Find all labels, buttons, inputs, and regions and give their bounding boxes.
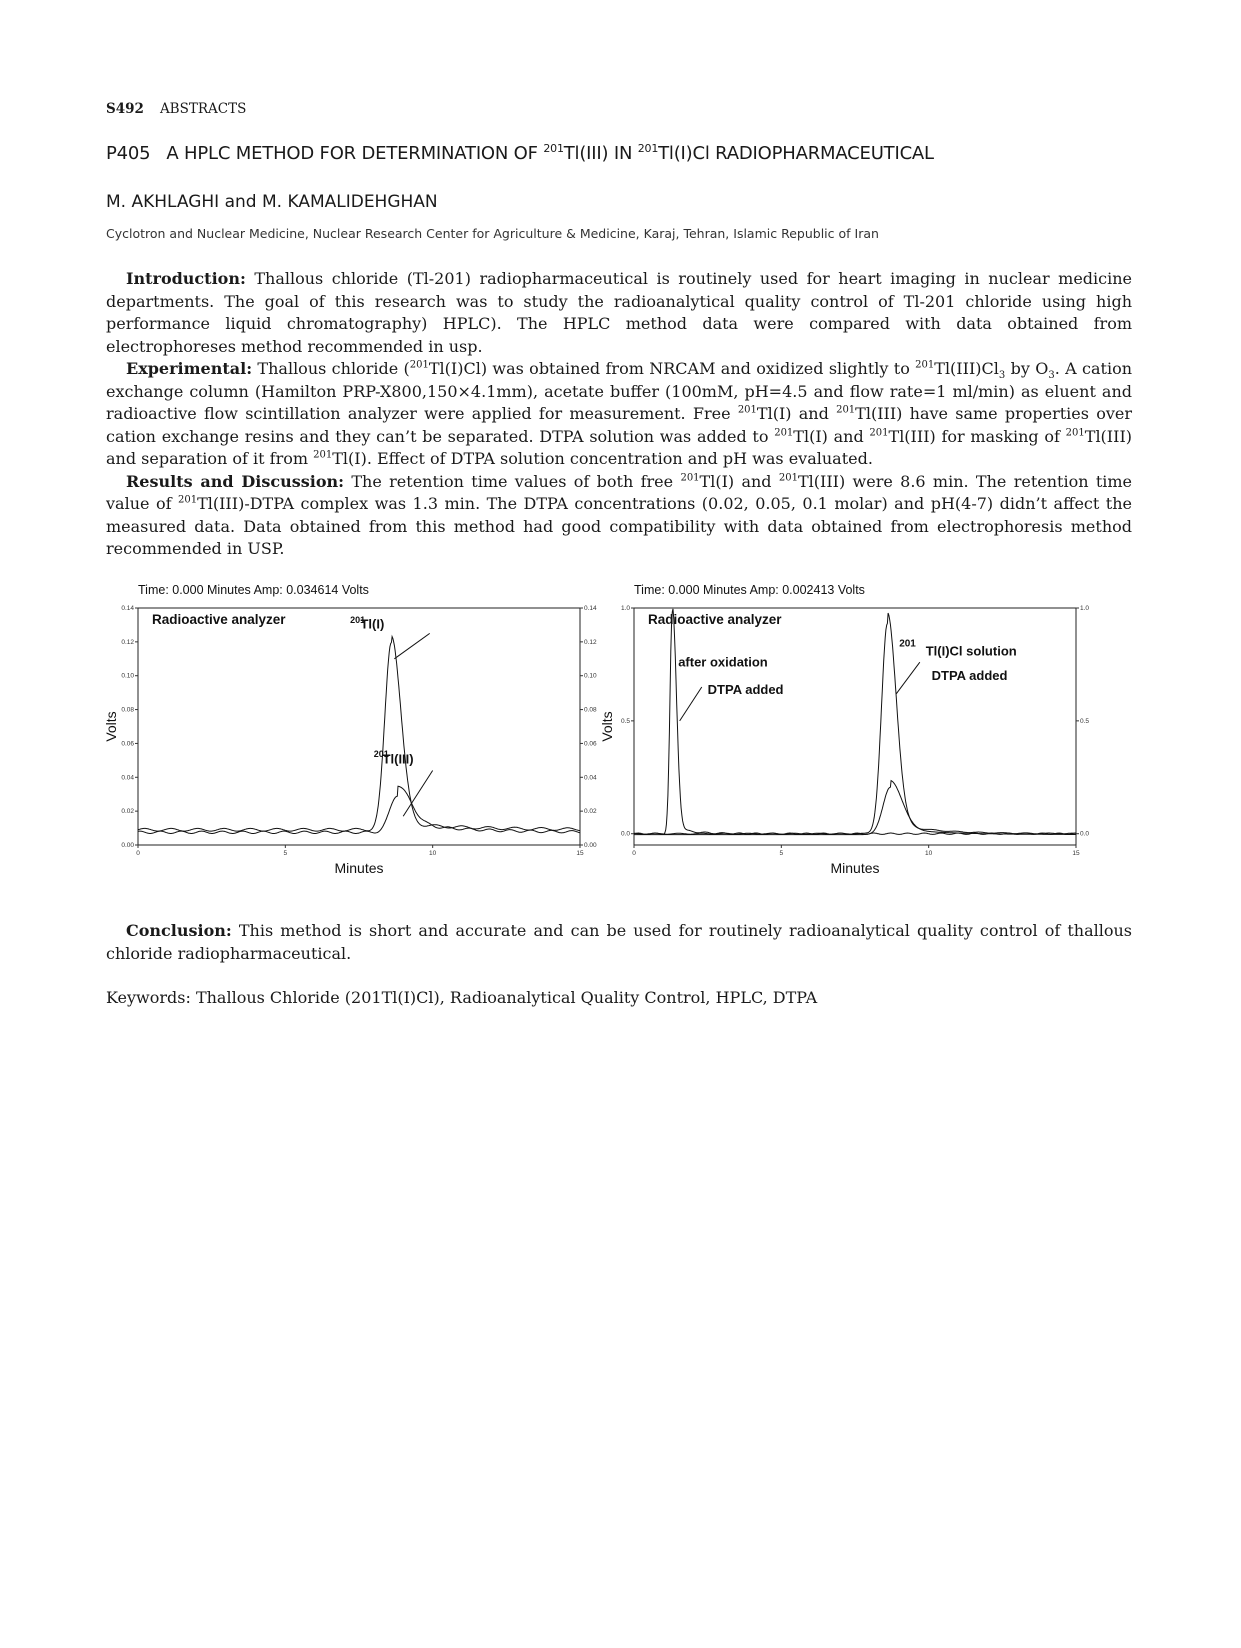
conclusion-section [106,920,1132,965]
y-tick-label: 0.00 [121,842,134,849]
x-tick-label: 15 [1072,850,1080,857]
abstract-title [106,142,1132,164]
paragraph-text: Tl(III) were 8.6 min. The retention time value of [106,471,1133,513]
paragraph-text: Thallous chloride ( [252,359,410,378]
keywords: Keywords: Thallous Chloride (201Tl(I)Cl), Radioanalytical Quality Control, HPLC, DTPA [106,988,818,1007]
annotation-leader [896,662,920,694]
paragraph-text: Tl(I) and [793,426,870,446]
y-axis-label: Volts [103,711,119,742]
isotope-superscript: 201 [409,359,429,371]
y-tick-label: 1.0 [1080,605,1090,612]
x-tick-label: 0 [632,850,636,857]
paragraph-text: Tl(III) have same properties over cation exchange resins and they can’t be separated. DTPA solution was added to [106,404,1133,446]
annotation-label: DTPA added [707,681,784,697]
chromatogram-right [599,583,1120,890]
annotation-superscript: 201 [373,748,389,759]
y-tick-label: 0.08 [584,706,597,714]
y-tick-label: 1.0 [620,605,630,612]
isotope-superscript: 201 [313,449,333,461]
y-tick-label: 0.5 [1080,717,1090,725]
isotope-superscript: 201 [778,472,798,484]
paragraph-text: Tl(III)Cl [934,359,999,378]
title-text: A HPLC METHOD FOR DETERMINATION OF [166,143,544,164]
annotation-label: after oxidation [678,654,768,670]
results-paragraph [106,471,1132,561]
x-axis-label: Minutes [334,860,384,876]
y-tick-label: 0.06 [121,740,134,748]
title-superscript: 201 [637,142,659,155]
y-tick-label: 0.12 [584,638,597,646]
x-tick-label: 5 [779,850,784,857]
paragraph-text: Tl(III)-DTPA complex was 1.3 min. The DTPA concentrations (0.02, 0.05, 0.1 molar) and pH(4-7) didn’t affect the measured data. Data obtained from this method had good compatibility with data obtained from electrophoresis method recommended in USP. [106,494,1132,558]
annotation-leader [680,687,702,721]
affiliation: Cyclotron and Nuclear Medicine, Nuclear Research Center for Agriculture & Medicine, Karaj, Tehran, Islamic Republic of Iran [106,226,879,241]
conclusion-paragraph [106,920,1132,965]
y-tick-label: 0.02 [121,808,134,816]
title-text: Tl(III) IN [563,143,638,164]
series-line-3 [634,781,1076,835]
annotation-leader [394,633,429,658]
paragraph-text: by O [1005,359,1049,378]
x-tick-label: 0 [136,850,140,857]
subscript: 3 [1048,370,1055,382]
section-name: ABSTRACTS [159,101,247,117]
x-tick-label: 10 [429,850,437,857]
y-tick-label: 0.10 [584,672,597,680]
section-label: Conclusion: [126,921,232,940]
y-tick-label: 0.14 [121,605,134,612]
isotope-superscript: 201 [836,404,856,416]
y-tick-label: 0.02 [584,808,597,816]
chromatogram-left [103,583,606,890]
paragraph-text: Tl(I)Cl) was obtained from NRCAM and oxidized slightly to [428,359,916,378]
subscript: 3 [998,370,1006,382]
y-tick-label: 0.04 [584,774,597,782]
isotope-superscript: 201 [774,427,794,439]
chromatogram-figure [103,583,1132,890]
paragraph-text: Tl(III) for masking of [888,426,1066,446]
y-tick-label: 0.08 [121,706,134,714]
y-tick-label: 0.12 [121,638,134,646]
y-tick-label: 0.5 [620,717,630,725]
annotation-superscript: 201 [350,615,366,626]
series-line-1 [138,637,580,832]
paragraph-text: Tl(III) and separation of it from [106,426,1132,468]
experimental-paragraph [106,358,1132,471]
authors: M. AKHLAGHI and M. KAMALIDEHGHAN [106,192,438,212]
plot-frame [138,608,580,845]
x-tick-label: 15 [576,850,584,857]
paragraph-text: . A cation exchange column (Hamilton PRP-X800,150×4.1mm), acetate buffer (100mM, pH=4.5 and flow rate=1 ml/min) as eluent and radioactive flow scintillation analyzer were applied for measurement. Free [106,359,1133,423]
isotope-superscript: 201 [177,494,198,506]
abstract-body [106,268,1132,561]
y-tick-label: 0.06 [584,740,597,748]
introduction-paragraph [106,268,1132,358]
paragraph-text: Thallous chloride (Tl-201) radiopharmaceutical is routinely used for heart imaging in nuclear medicine departments. The goal of this research was to study the radioanalytical quality control of Tl-201 chloride using high performance liquid chromatography) HPLC). The HPLC method data were compared with data obtained from electrophoreses method recommended in usp. [106,269,1132,356]
chart-status-readout: Time: 0.000 Minutes Amp: 0.034614 Volts [138,583,369,597]
annotation-label: Tl(I)Cl solution [925,643,1017,659]
running-header [106,101,246,117]
section-label: Introduction: [126,269,246,288]
series-line-2 [138,786,580,833]
annotation-label: Tl(I) [360,616,385,632]
isotope-superscript: 201 [915,359,935,371]
paragraph-text: The retention time values of both free [344,471,681,491]
title-text: Tl(I)Cl RADIOPHARMACEUTICAL [658,143,934,164]
y-tick-label: 0.10 [121,672,134,680]
x-axis-label: Minutes [830,860,880,876]
y-tick-label: 0.14 [584,605,597,612]
chart-title: Radioactive analyzer [648,612,782,627]
x-tick-label: 5 [283,850,288,857]
title-superscript: 201 [543,142,564,155]
isotope-superscript: 201 [737,404,757,416]
section-label: Results and Discussion: [126,471,345,491]
isotope-superscript: 201 [680,472,700,484]
chromatogram-right-svg [599,583,1120,890]
paragraph-text: Tl(I). Effect of DTPA solution concentration and pH was evaluated. [332,449,873,468]
section-label: Experimental: [126,359,253,378]
chart-title: Radioactive analyzer [152,612,286,627]
y-tick-label: 0.04 [121,774,134,782]
chart-status-readout: Time: 0.000 Minutes Amp: 0.002413 Volts [634,583,865,597]
page-number: S492 [106,101,144,117]
y-tick-label: 0.0 [1080,830,1090,838]
y-axis-label: Volts [599,711,615,742]
y-tick-label: 0.00 [584,842,597,849]
x-tick-label: 10 [925,850,933,857]
abstract-number: P405 [106,143,151,164]
isotope-superscript: 201 [1065,427,1085,439]
paragraph-text: This method is short and accurate and can be used for routinely radioanalytical quality control of thallous chloride radiopharmaceutical. [106,921,1132,963]
annotation-label: DTPA added [931,668,1008,684]
paragraph-text: Tl(I) and [699,471,779,491]
paragraph-text: Tl(I) and [756,404,837,423]
isotope-superscript: 201 [869,427,889,439]
y-tick-label: 0.0 [620,830,630,838]
chromatogram-left-svg [103,583,606,890]
annotation-superscript: 201 [899,638,916,650]
annotation-label: Tl(III) [382,751,414,767]
